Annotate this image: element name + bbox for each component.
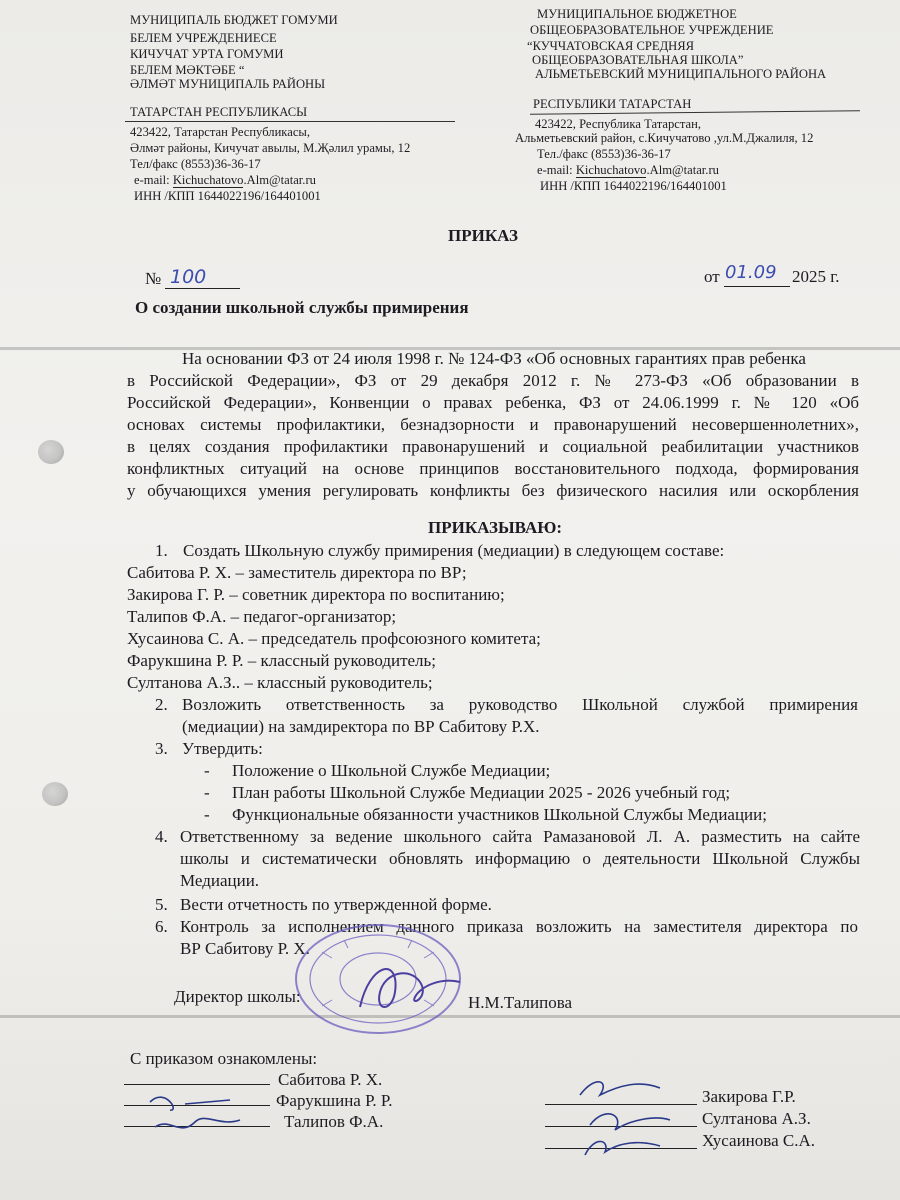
acknowledged-name: Фарукшина Р. Р. bbox=[276, 1091, 393, 1110]
acknowledged-heading: С приказом ознакомлены: bbox=[130, 1049, 318, 1068]
email-label: e-mail: bbox=[134, 173, 173, 187]
preamble-line: в целях создания профилактики правонарушений и социальной реабилитации участников bbox=[127, 437, 859, 456]
order-title: ПРИКАЗ bbox=[448, 226, 518, 245]
order-number-label: № bbox=[145, 269, 162, 288]
preamble-line: основах системы профилактики, безнадзорности и правонарушений несовершеннолетних», bbox=[127, 415, 859, 434]
bullet-dash: - bbox=[204, 761, 210, 780]
acknowledged-name: Хусаинова С.А. bbox=[702, 1131, 815, 1150]
header-left-inn: ИНН /КПП 1644022196/164401001 bbox=[134, 189, 321, 203]
order-date-handwritten: 01.09 bbox=[725, 262, 777, 283]
email-domain: .Alm@tatar.ru bbox=[243, 173, 316, 187]
item-text: Возложить ответственность за руководство Школьной службой примирения bbox=[182, 695, 858, 714]
header-right-address-line: Тел./факс (8553)36-36-17 bbox=[537, 147, 671, 161]
header-left-address-line: Әлмәт районы, Кичучат авылы, М.Җәлил урамы, 12 bbox=[130, 141, 411, 155]
item-text: Медиации. bbox=[180, 871, 260, 890]
header-right-region: РЕСПУБЛИКИ ТАТАРСТАН bbox=[533, 97, 692, 111]
punch-hole bbox=[42, 782, 68, 806]
acknowledged-name: Закирова Г.Р. bbox=[702, 1087, 796, 1106]
item-number: 2. bbox=[155, 695, 168, 714]
acknowledged-name: Султанова А.З. bbox=[702, 1109, 811, 1128]
order-number-line bbox=[165, 288, 240, 289]
item-text: ВР Сабитову Р. Х. bbox=[180, 939, 310, 958]
member-line: Закирова Г. Р. – советник директора по воспитанию; bbox=[127, 585, 505, 604]
header-right-address-line: 423422, Республика Татарстан, bbox=[535, 117, 701, 131]
email-domain: .Alm@tatar.ru bbox=[646, 163, 719, 177]
bullet-text: Функциональные обязанности участников Школьной Службы Медиации; bbox=[232, 805, 767, 824]
header-right-inn: ИНН /КПП 1644022196/164401001 bbox=[540, 179, 727, 193]
director-name: Н.М.Талипова bbox=[468, 993, 573, 1012]
member-line: Талипов Ф.А. – педагог-организатор; bbox=[127, 607, 397, 626]
item-text: Контроль за исполнением данного приказа возложить на заместителя директора по bbox=[180, 917, 858, 936]
item-number: 5. bbox=[155, 895, 168, 914]
item-number: 3. bbox=[155, 739, 168, 758]
item-text: Создать Школьную службу примирения (медиации) в следующем составе: bbox=[183, 541, 725, 560]
header-right-org-line: ОБЩЕОБРАЗОВАТЕЛЬНОЕ УЧРЕЖДЕНИЕ bbox=[530, 23, 774, 37]
member-line: Сабитова Р. Х. – заместитель директора по ВР; bbox=[127, 563, 467, 582]
item-text: Утвердить: bbox=[182, 739, 263, 758]
acknowledged-name: Сабитова Р. Х. bbox=[278, 1070, 383, 1089]
header-left-address-line: 423422, Татарстан Республикасы, bbox=[130, 125, 311, 139]
header-left-org-line: МУНИЦИПАЛЬ БЮДЖЕТ ГОМУМИ bbox=[130, 13, 338, 27]
preamble-line: На основании ФЗ от 24 июля 1998 г. № 124-ФЗ «Об основных гарантиях прав ребенка bbox=[182, 349, 806, 368]
preamble-line: конфликтных ситуаций на основе принципов восстановительного подхода, формирования bbox=[127, 459, 859, 478]
preamble-line: в Российской Федерации», ФЗ от 29 декабря 2012 г. № 273-ФЗ «Об образовании в bbox=[127, 371, 859, 390]
header-right-org-line: ОБЩЕОБРАЗОВАТЕЛЬНАЯ ШКОЛА” bbox=[532, 53, 744, 67]
item-number: 4. bbox=[155, 827, 168, 846]
director-label: Директор школы: bbox=[174, 987, 301, 1006]
member-line: Хусаинова С. А. – председатель профсоюзного комитета; bbox=[127, 629, 541, 648]
header-left-org-line: БЕЛЕМ МӘКТӘБЕ “ bbox=[130, 63, 245, 77]
handwritten-signature bbox=[560, 1070, 690, 1160]
header-left-org-line: БЕЛЕМ УЧРЕЖДЕНИЕСЕ bbox=[130, 31, 277, 45]
handwritten-signature bbox=[140, 1082, 260, 1142]
header-left-address-line: Тел/факс (8553)36-36-17 bbox=[130, 157, 261, 171]
item-text: (медиации) на замдиректора по ВР Сабитову Р.Х. bbox=[182, 717, 540, 736]
email-label: e-mail: bbox=[537, 163, 576, 177]
directive-heading: ПРИКАЗЫВАЮ: bbox=[428, 518, 563, 537]
header-right-org-line: “КУЧЧАТОВСКАЯ СРЕДНЯЯ bbox=[527, 39, 695, 53]
header-left-org-line: КИЧУЧАТ УРТА ГОМУМИ bbox=[130, 47, 284, 61]
bullet-dash: - bbox=[204, 783, 210, 802]
member-line: Султанова А.З.. – классный руководитель; bbox=[127, 673, 433, 692]
item-number: 1. bbox=[155, 541, 168, 560]
director-signature bbox=[340, 952, 480, 1022]
item-text: школы и систематически обновлять информацию о деятельности Школьной Службы bbox=[180, 849, 860, 868]
header-left-email bbox=[134, 172, 316, 188]
order-date-line bbox=[724, 286, 790, 287]
header-right-org-line: АЛЬМЕТЬЕВСКИЙ МУНИЦИПАЛЬНОГО РАЙОНА bbox=[535, 67, 827, 81]
header-right-address-line: Альметьевский район, с.Кичучатово ,ул.М.Джалиля, 12 bbox=[515, 131, 814, 145]
acknowledged-name: Талипов Ф.А. bbox=[284, 1112, 384, 1131]
header-right-org-line: МУНИЦИПАЛЬНОЕ БЮДЖЕТНОЕ bbox=[537, 7, 737, 21]
header-right-email bbox=[537, 162, 719, 178]
order-date-year: 2025 г. bbox=[792, 267, 840, 286]
preamble-line: у обучающихся умения регулировать конфликты без физического насилия или оскорбления bbox=[127, 481, 859, 500]
header-left-org-line: ӘЛМӘТ МУНИЦИПАЛЬ РАЙОНЫ bbox=[130, 77, 326, 91]
bullet-text: Положение о Школьной Службе Медиации; bbox=[232, 761, 551, 780]
email-link[interactable]: Kichuchatovo bbox=[575, 163, 647, 177]
item-text: Вести отчетность по утвержденной форме. bbox=[180, 895, 492, 914]
preamble-line: Российской Федерации», Конвенции о правах ребенка, ФЗ от 24.06.1999 г. № 120 «Об bbox=[127, 393, 859, 412]
header-left-divider bbox=[125, 121, 455, 122]
order-date-label: от bbox=[704, 267, 720, 286]
member-line: Фарукшина Р. Р. – классный руководитель; bbox=[127, 651, 437, 670]
header-left-region: ТАТАРСТАН РЕСПУБЛИКАСЫ bbox=[130, 105, 308, 119]
order-number-handwritten: 100 bbox=[170, 266, 207, 288]
bullet-dash: - bbox=[204, 805, 210, 824]
order-subject: О создании школьной службы примирения bbox=[135, 298, 469, 317]
email-link[interactable]: Kichuchatovo bbox=[172, 173, 244, 187]
punch-hole bbox=[38, 440, 64, 464]
item-number: 6. bbox=[155, 917, 168, 936]
bullet-text: План работы Школьной Службе Медиации 2025 - 2026 учебный год; bbox=[232, 783, 731, 802]
item-text: Ответственному за ведение школьного сайта Рамазановой Л. А. разместить на сайте bbox=[180, 827, 860, 846]
